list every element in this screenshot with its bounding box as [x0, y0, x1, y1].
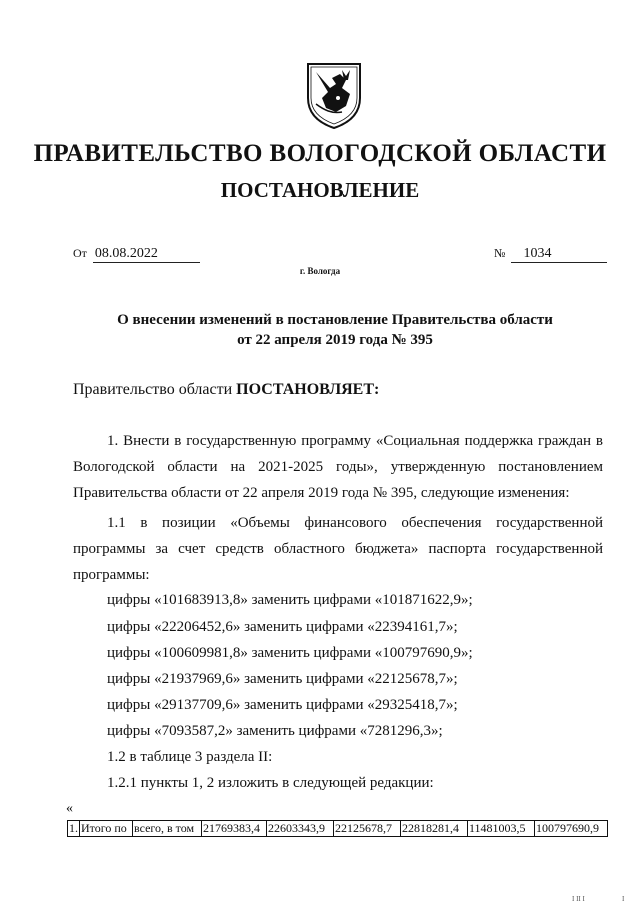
replacement-item: цифры «101683913,8» заменить цифрами «101871622,9»;: [107, 592, 473, 608]
number-value: 1034: [511, 246, 607, 263]
table-cell: 11481003,5: [468, 821, 535, 837]
paragraph-1: 1. Внести в государственную программу «Социальная поддержка граждан в Вологодской области на 2021-2025 годы», утвержденную постановлением Правительства области от 22 апреля 2019 года № 395, следующие изменения:: [73, 433, 603, 501]
table-cell: всего, в том: [133, 821, 202, 837]
table-cell: 100797690,9: [535, 821, 608, 837]
table-cell: Итого по: [80, 821, 133, 837]
replacement-item: цифры «21937969,6» заменить цифрами «22125678,7»;: [107, 671, 458, 687]
table-cell: 21769383,4: [202, 821, 267, 837]
replacement-item: цифры «100609981,8» заменить цифрами «100797690,9»;: [107, 645, 473, 661]
document-number: [494, 246, 607, 263]
replacement-item: цифры «29137709,6» заменить цифрами «29325418,7»;: [107, 697, 458, 713]
resolves-text: Правительство области: [73, 381, 237, 398]
resolves-bold: ПОСТАНОВЛЯЕТ:: [236, 381, 380, 398]
paragraph-1-1: 1.1 в позиции «Объемы финансового обеспечения государственной программы за счет средств областного бюджета» паспорта государственной программы:: [73, 515, 603, 583]
financing-table: [67, 820, 608, 837]
replacement-item: цифры «7093587,2» заменить цифрами «7281296,3»;: [107, 723, 443, 739]
footer-scan-mark: I: [622, 895, 625, 903]
footer-scan-mark: I II I: [572, 895, 585, 903]
city-label: г. Вологда: [299, 266, 341, 276]
table-row: [68, 821, 608, 837]
government-title: ПРАВИТЕЛЬСТВО ВОЛОГОДСКОЙ ОБЛАСТИ: [33, 140, 607, 167]
date-prefix: От: [73, 246, 87, 260]
number-prefix: №: [494, 246, 506, 260]
document-date: [73, 246, 200, 263]
document-type: ПОСТАНОВЛЕНИЕ: [220, 178, 420, 202]
item-1-2-1: 1.2.1 пункты 1, 2 изложить в следующей редакции:: [107, 775, 434, 791]
table-cell: 22603343,9: [267, 821, 334, 837]
resolves-statement: [73, 381, 379, 399]
opening-quote: «: [66, 801, 73, 816]
date-value: 08.08.2022: [93, 246, 200, 263]
coat-of-arms-emblem: [302, 58, 366, 130]
replacement-item: цифры «22206452,6» заменить цифрами «22394161,7»;: [107, 619, 458, 635]
table-cell: 1.: [69, 821, 78, 835]
table-cell: 22125678,7: [334, 821, 401, 837]
item-1-2: 1.2 в таблице 3 раздела II:: [107, 749, 273, 765]
subject-line-1: О внесении изменений в постановление Правительства области: [117, 312, 553, 328]
subject-line-2: от 22 апреля 2019 года № 395: [237, 332, 433, 348]
document-subject: [0, 310, 640, 350]
table-cell: 22818281,4: [401, 821, 468, 837]
